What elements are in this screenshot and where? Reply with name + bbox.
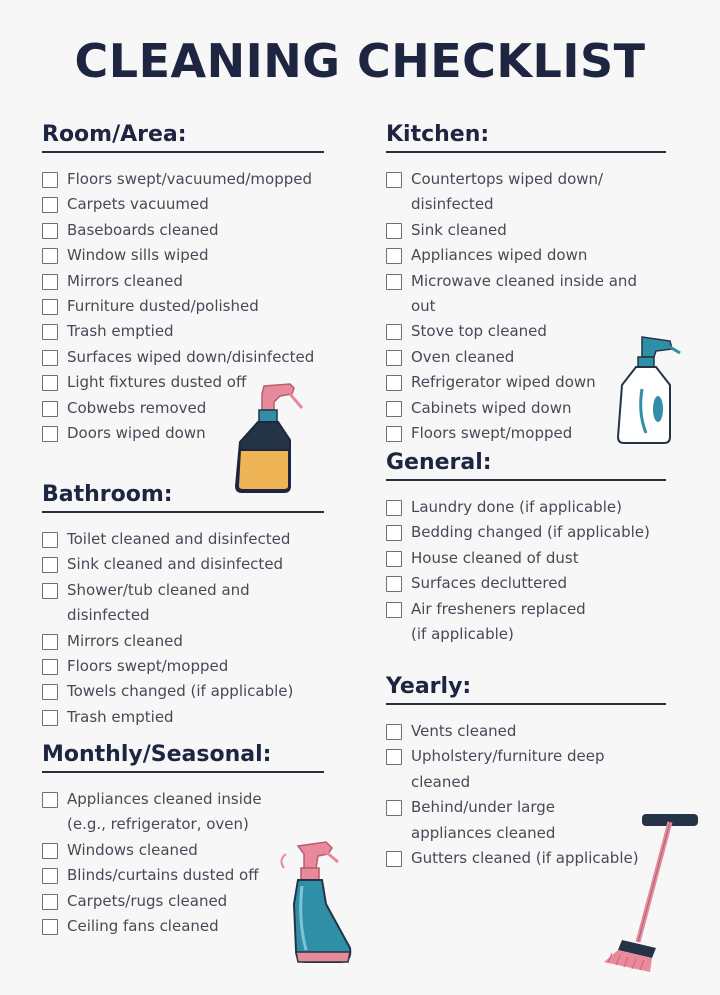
section-heading-bathroom: Bathroom: <box>42 482 324 513</box>
checklist-item-label: Mirrors cleaned <box>67 271 183 290</box>
checklist-item-label: Carpets vacuumed <box>67 195 209 214</box>
checklist-item[interactable] <box>42 787 324 838</box>
checkbox[interactable] <box>42 792 58 808</box>
checkbox[interactable] <box>42 350 58 366</box>
checklist-item-label: Bedding changed (if applicable) <box>411 523 650 542</box>
checklist-item-label: Stove top cleaned <box>411 322 547 341</box>
checkbox[interactable] <box>42 894 58 910</box>
checklist-item-label: Surfaces wiped down/disinfected <box>67 347 315 366</box>
checkbox[interactable] <box>42 868 58 884</box>
section-general <box>386 450 666 647</box>
checklist-item[interactable] <box>42 243 324 268</box>
checkbox[interactable] <box>386 324 402 340</box>
checkbox[interactable] <box>42 426 58 442</box>
checklist-item[interactable] <box>42 552 324 577</box>
checklist-item-label: Appliances wiped down <box>411 246 588 265</box>
checkbox[interactable] <box>386 248 402 264</box>
checklist-item-label: Sink cleaned and disinfected <box>67 555 284 574</box>
checklist-item-label: Upholstery/furniture deep cleaned <box>411 747 605 791</box>
checklist-item-label: Vents cleaned <box>411 722 517 740</box>
checklist-item[interactable] <box>386 546 666 571</box>
checkbox[interactable] <box>386 576 402 592</box>
checkbox[interactable] <box>42 401 58 417</box>
checklist-item[interactable] <box>42 294 324 319</box>
checklist-item-label: Air fresheners replaced (if applicable) <box>411 599 586 644</box>
checklist-item[interactable] <box>386 243 666 268</box>
checkbox[interactable] <box>42 299 58 315</box>
checkbox[interactable] <box>42 919 58 935</box>
checklist-item-label: Baseboards cleaned <box>67 220 219 239</box>
checklist-item[interactable] <box>386 719 666 744</box>
checklist-item-label: Cabinets wiped down <box>411 398 572 417</box>
checkbox[interactable] <box>386 223 402 239</box>
section-bathroom <box>42 482 324 730</box>
checklist-item[interactable] <box>42 705 324 730</box>
checkbox[interactable] <box>386 551 402 567</box>
checklist-item-label: Blinds/curtains dusted off <box>67 866 259 885</box>
checklist-item-label: Sink cleaned <box>411 220 507 239</box>
checklist-item[interactable] <box>42 218 324 243</box>
checkbox[interactable] <box>386 800 402 816</box>
checklist-item-label: Window sills wiped <box>67 246 209 265</box>
checkbox[interactable] <box>386 426 402 442</box>
checkbox[interactable] <box>386 401 402 417</box>
checklist-item-label: Trash emptied <box>67 322 174 341</box>
checklist-item-label: Mirrors cleaned <box>67 631 183 650</box>
checkbox[interactable] <box>42 684 58 700</box>
checklist-item[interactable] <box>42 345 324 370</box>
checkbox[interactable] <box>42 274 58 290</box>
section-heading-room-area: Room/Area: <box>42 122 324 153</box>
checklist-item[interactable] <box>386 269 666 320</box>
checkbox[interactable] <box>42 710 58 726</box>
checklist-item-label: Floors swept/mopped <box>67 657 229 676</box>
checklist-item-label: Trash emptied <box>67 707 174 726</box>
checklist-item-label: Refrigerator wiped down <box>411 373 596 392</box>
checklist-item-label: Toilet cleaned and disinfected <box>67 530 291 548</box>
checkbox[interactable] <box>386 724 402 740</box>
checkbox[interactable] <box>42 248 58 264</box>
checklist-item-label: Light fixtures dusted off <box>67 373 247 392</box>
checkbox[interactable] <box>42 172 58 188</box>
checklist-item-label: Surfaces decluttered <box>411 574 567 593</box>
checkbox[interactable] <box>386 749 402 765</box>
checklist-item-label: Doors wiped down <box>67 424 206 443</box>
broom-icon <box>600 808 704 976</box>
checklist-item[interactable] <box>42 527 324 552</box>
checklist-item-label: Countertops wiped down/ disinfected <box>411 170 604 214</box>
checklist-item[interactable] <box>42 629 324 654</box>
spray-bottle-blue-icon <box>276 840 360 968</box>
checklist-item[interactable] <box>386 571 666 596</box>
checklist-item-label: Floors swept/mopped <box>411 424 573 443</box>
checkbox[interactable] <box>386 525 402 541</box>
checklist-item-label: Floors swept/vacuumed/mopped <box>67 170 312 188</box>
checkbox[interactable] <box>386 172 402 188</box>
checklist-item[interactable] <box>386 520 666 545</box>
checklist-item-label: Ceiling fans cleaned <box>67 917 219 936</box>
checklist-bathroom <box>42 527 324 730</box>
checklist-item-label: Laundry done (if applicable) <box>411 498 622 516</box>
checkbox[interactable] <box>42 659 58 675</box>
checklist-item-label: Windows cleaned <box>67 840 198 859</box>
checklist-item-label: Behind/under large appliances cleaned <box>411 798 556 842</box>
checklist-item-label: Appliances cleaned inside (e.g., refrigerator, oven) <box>67 790 262 834</box>
checklist-item[interactable] <box>42 192 324 217</box>
checklist-general <box>386 495 666 647</box>
checklist-item-label: Furniture dusted/polished <box>67 297 259 316</box>
checkbox[interactable] <box>42 223 58 239</box>
checklist-item-label: Gutters cleaned (if applicable) <box>411 849 639 868</box>
checkbox[interactable] <box>42 843 58 859</box>
checklist-item-label: Microwave cleaned inside and out <box>411 271 637 316</box>
spray-bottle-yellow-icon <box>228 380 310 495</box>
checkbox[interactable] <box>386 274 402 290</box>
checkbox[interactable] <box>386 375 402 391</box>
section-heading-kitchen: Kitchen: <box>386 122 666 153</box>
checkbox[interactable] <box>42 557 58 573</box>
checklist-item-label: Towels changed (if applicable) <box>67 682 294 701</box>
section-heading-general: General: <box>386 450 666 481</box>
checklist-item[interactable] <box>42 578 324 629</box>
spray-bottle-white-icon <box>612 333 684 447</box>
checklist-item-label: House cleaned of dust <box>411 548 579 567</box>
checklist-item[interactable] <box>386 167 666 218</box>
checkbox[interactable] <box>42 197 58 213</box>
checklist-item[interactable] <box>42 167 324 192</box>
checklist-item[interactable] <box>42 269 324 294</box>
checkbox[interactable] <box>386 851 402 867</box>
checklist-item-label: Shower/tub cleaned and disinfected <box>67 580 250 625</box>
checklist-item-label: Cobwebs removed <box>67 398 207 417</box>
checkbox[interactable] <box>42 634 58 650</box>
checklist-item-label: Oven cleaned <box>411 347 515 366</box>
section-heading-yearly: Yearly: <box>386 674 666 705</box>
checklist-item[interactable] <box>386 744 666 795</box>
checkbox[interactable] <box>42 324 58 340</box>
page-title: CLEANING CHECKLIST <box>74 34 646 88</box>
checklist-item[interactable] <box>42 679 324 704</box>
checkbox[interactable] <box>42 583 58 599</box>
checklist-item-label: Carpets/rugs cleaned <box>67 891 228 910</box>
checklist-item[interactable] <box>386 495 666 520</box>
checkbox[interactable] <box>386 350 402 366</box>
checkbox[interactable] <box>42 375 58 391</box>
checklist-item[interactable] <box>42 654 324 679</box>
checkbox[interactable] <box>386 602 402 618</box>
checklist-item[interactable] <box>386 218 666 243</box>
checkbox[interactable] <box>386 500 402 516</box>
section-heading-monthly-seasonal: Monthly/Seasonal: <box>42 742 324 773</box>
checklist-item[interactable] <box>386 597 666 648</box>
checkbox[interactable] <box>42 532 58 548</box>
checklist-item[interactable] <box>42 319 324 344</box>
